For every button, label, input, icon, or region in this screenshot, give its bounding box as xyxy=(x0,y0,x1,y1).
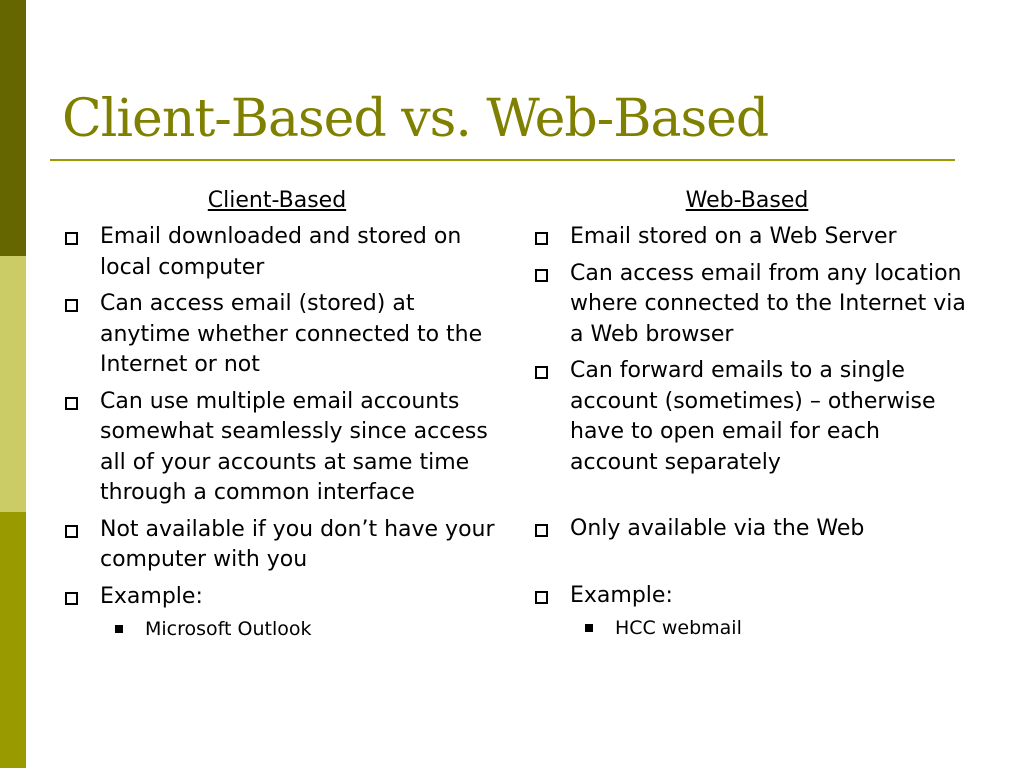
list-item-text: Email downloaded and stored on local computer xyxy=(100,224,462,280)
slide-title: Client-Based vs. Web-Based xyxy=(62,89,769,149)
list-item-text: Can forward emails to a single account (sometimes) – otherwise have to open email for each account separately xyxy=(570,358,936,475)
sub-list-item-text: HCC webmail xyxy=(615,617,742,639)
sidebar-segment-top xyxy=(0,0,26,256)
client-based-column xyxy=(62,186,502,648)
hollow-square-bullet-icon xyxy=(65,232,78,245)
list-item xyxy=(62,222,502,283)
hollow-square-bullet-icon xyxy=(535,232,548,245)
list-item-text: Can access email from any location where connected to the Internet via a Web browser xyxy=(570,260,966,347)
sidebar-segment-middle xyxy=(0,256,26,512)
list-item-text: Only available via the Web xyxy=(570,516,865,541)
decorative-sidebar xyxy=(0,0,26,768)
list-item xyxy=(62,289,502,381)
list-item-text: Email stored on a Web Server xyxy=(570,224,897,249)
hollow-square-bullet-icon xyxy=(535,269,548,282)
title-underline-rule xyxy=(50,159,955,161)
list-item xyxy=(532,514,972,545)
list-item xyxy=(532,581,972,642)
sub-list-item-text: Microsoft Outlook xyxy=(145,618,312,640)
filled-square-bullet-icon xyxy=(585,624,593,632)
list-item xyxy=(532,259,972,351)
web-based-heading: Web-Based xyxy=(685,188,809,213)
sidebar-segment-bottom xyxy=(0,512,26,768)
web-based-example-list xyxy=(570,615,972,641)
list-item-text: Example: xyxy=(570,582,673,608)
web-based-list xyxy=(532,222,972,641)
hollow-square-bullet-icon xyxy=(65,525,78,538)
list-item xyxy=(62,515,502,576)
sub-list-item xyxy=(100,616,502,642)
list-item-text: Can access email (stored) at anytime whether connected to the Internet or not xyxy=(100,291,483,377)
client-based-example-list xyxy=(100,616,502,642)
hollow-square-bullet-icon xyxy=(535,366,548,379)
list-item-text: Example: xyxy=(100,583,203,609)
hollow-square-bullet-icon xyxy=(535,591,548,604)
hollow-square-bullet-icon xyxy=(65,592,78,605)
list-item-text: Not available if you don’t have your computer with you xyxy=(100,516,495,572)
hollow-square-bullet-icon xyxy=(65,299,78,312)
sub-list-item xyxy=(570,615,972,641)
list-item-text: Can use multiple email accounts somewhat seamlessly since access all of your accounts at same time through a common interface xyxy=(100,388,488,505)
client-based-list xyxy=(62,222,502,642)
client-based-heading: Client-Based xyxy=(207,188,347,213)
list-item xyxy=(532,222,972,253)
filled-square-bullet-icon xyxy=(115,625,123,633)
list-item xyxy=(62,387,502,509)
hollow-square-bullet-icon xyxy=(535,524,548,537)
web-based-column xyxy=(532,186,972,647)
list-item xyxy=(532,356,972,478)
list-item xyxy=(62,582,502,643)
hollow-square-bullet-icon xyxy=(65,397,78,410)
